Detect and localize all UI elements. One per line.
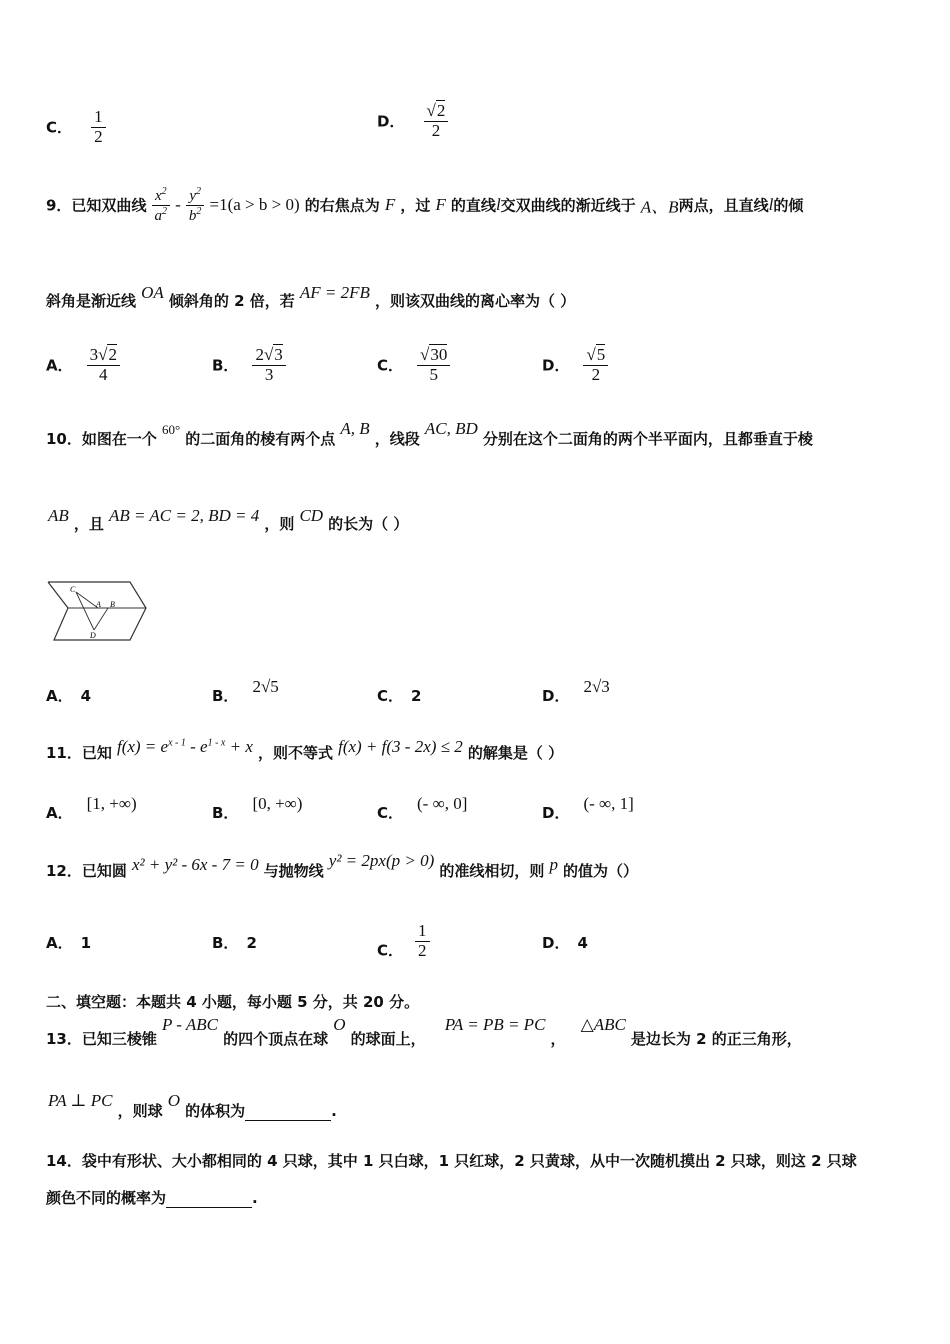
- denominator: 3: [264, 364, 274, 384]
- fraction: [87, 346, 120, 384]
- q8-option-c: [46, 108, 106, 146]
- question-11-line: 11．已知 $f(x) = e^{x - 1} - e^{1 - x} + x$ ，则不等式 f(x) + f(3 - 2x) ≤ 2 的解集是（ ）: [46, 737, 564, 762]
- denominator: 2: [591, 364, 601, 384]
- radicand: 30: [430, 345, 448, 364]
- numerator: √30: [417, 346, 450, 366]
- q8-option-d: [377, 102, 448, 140]
- answer-blank[interactable]: [166, 1193, 252, 1208]
- section-title: 二、填空题：本题共 4 小题，每小题 5 分，共 20 分。: [46, 993, 420, 1011]
- option-label: A．: [46, 934, 73, 952]
- segment-bd: [94, 608, 108, 630]
- option-value: 2: [246, 934, 257, 952]
- question-14-line1: 14．袋中有形状、大小都相同的 4 只球，其中 1 只白球，1 只红球，2 只黄球，从中一次随机摸出 2 只球，则这 2 只球: [46, 1152, 857, 1170]
- option-label: C．: [377, 687, 404, 705]
- option-label: B．: [212, 687, 239, 705]
- option-label: A．: [46, 356, 73, 375]
- fraction: $\frac{x^2}{a^2}$: [152, 186, 171, 224]
- denominator: 4: [99, 364, 108, 384]
- q10-option: [377, 685, 421, 706]
- question-13-line1: 13．已知三棱锥 P - ABC 的四个顶点在球 O 的球面上， PA = PB = PC ， △ABC 是边长为 2 的正三角形，: [46, 1015, 802, 1048]
- radicand: 2: [108, 345, 117, 364]
- question-10-line1: 10．如图在一个 $^{60^\circ}$ 的二面角的棱有两个点 A, B ，线段 AC, BD 分别在这个二面角的两个半平面内，且都垂直于棱: [46, 419, 813, 448]
- option-value: [1, +∞): [86, 794, 137, 813]
- question-14-line2: 颜色不同的概率为 .: [46, 1189, 258, 1207]
- fraction: [417, 346, 450, 384]
- answer-blank[interactable]: [245, 1106, 331, 1121]
- label-c: C: [70, 585, 76, 594]
- denominator: 5: [429, 364, 438, 384]
- option-label: D．: [377, 112, 405, 131]
- option-label: B．: [212, 356, 239, 375]
- option-value: 2√3: [583, 677, 610, 696]
- numerator: 3√2: [87, 346, 120, 366]
- option-value: 2√5: [252, 677, 279, 696]
- option-value: (- ∞, 1]: [583, 794, 634, 813]
- q9-option: [212, 346, 286, 384]
- option-label: B．: [212, 804, 239, 822]
- option-label: D．: [542, 934, 570, 952]
- q11-option: [46, 794, 137, 823]
- q11-option: [212, 794, 303, 823]
- q12-option: [212, 932, 257, 953]
- question-9-line2: 斜角是渐近线 OA 倾斜角的 2 倍，若 AF = 2FB ，则该双曲线的离心率为（ ）: [46, 283, 576, 310]
- q11-option: [377, 794, 468, 823]
- option-label: C．: [377, 941, 404, 960]
- q10-option: [46, 685, 91, 706]
- option-label: C．: [377, 356, 404, 375]
- fraction: [415, 922, 430, 960]
- q10-option: [542, 677, 610, 706]
- label-a: A: [96, 600, 101, 609]
- numerator: 1: [415, 922, 430, 942]
- label-b: B: [110, 600, 115, 609]
- option-label: B．: [212, 934, 239, 952]
- option-label: D．: [542, 356, 570, 375]
- option-label: D．: [542, 687, 570, 705]
- radicand: 5: [596, 345, 606, 364]
- q12-option: [542, 932, 588, 953]
- radicand: 3: [274, 345, 283, 364]
- option-value: [0, +∞): [252, 794, 303, 813]
- denominator: 2: [418, 940, 427, 960]
- q9-option: [46, 346, 120, 384]
- fraction: $\frac{√2}{2}$: [424, 102, 449, 140]
- option-value: 4: [80, 687, 92, 705]
- coefficient: 3: [89, 345, 99, 364]
- option-value: 2: [411, 687, 422, 705]
- label-d: D: [90, 631, 96, 640]
- fraction: $\frac{1}{2}$: [91, 108, 106, 146]
- numerator: √5: [583, 346, 608, 366]
- question-10-line2: AB ，且 AB = AC = 2, BD = 4 ，则 CD 的长为（ ）: [48, 506, 409, 533]
- dihedral-angle-figure: [46, 578, 150, 644]
- half-planes: [48, 582, 146, 640]
- option-value: 4: [577, 934, 588, 952]
- q9-option: [542, 346, 608, 384]
- fraction: [583, 346, 608, 384]
- fraction: [252, 346, 285, 384]
- question-13-line2: PA ⊥ PC ，则球 O 的体积为 .: [48, 1091, 337, 1120]
- question-12-line: 12．已知圆 x² + y² - 6x - 7 = 0 与抛物线 y² = 2px(p > 0) 的准线相切，则 p 的值为（）: [46, 851, 639, 880]
- option-label: C．: [46, 118, 73, 137]
- option-label: C．: [377, 804, 404, 822]
- segment-cd: [76, 592, 94, 630]
- option-value: (- ∞, 0]: [417, 794, 468, 813]
- coefficient: 2: [255, 345, 264, 364]
- numerator: 2√3: [252, 346, 285, 366]
- question-9-line1: 9．已知双曲线 $\frac{x^2}{a^2}$ - $\frac{y^2}{b^2}$ =1(a > b > 0) 的右焦点为 F ，过 F 的直线l交双曲线的渐近线于 A、B两点，且直线l的倾: [46, 186, 804, 224]
- option-label: A．: [46, 687, 73, 705]
- fraction: $\frac{y^2}{b^2}$: [186, 186, 205, 224]
- q12-option: [46, 932, 91, 953]
- option-label: A．: [46, 804, 73, 822]
- q11-option: [542, 794, 634, 823]
- q12-option: [377, 921, 430, 970]
- option-label: D．: [542, 804, 570, 822]
- q10-option: [212, 677, 279, 706]
- option-value: 1: [80, 934, 92, 952]
- q9-option: [377, 346, 450, 384]
